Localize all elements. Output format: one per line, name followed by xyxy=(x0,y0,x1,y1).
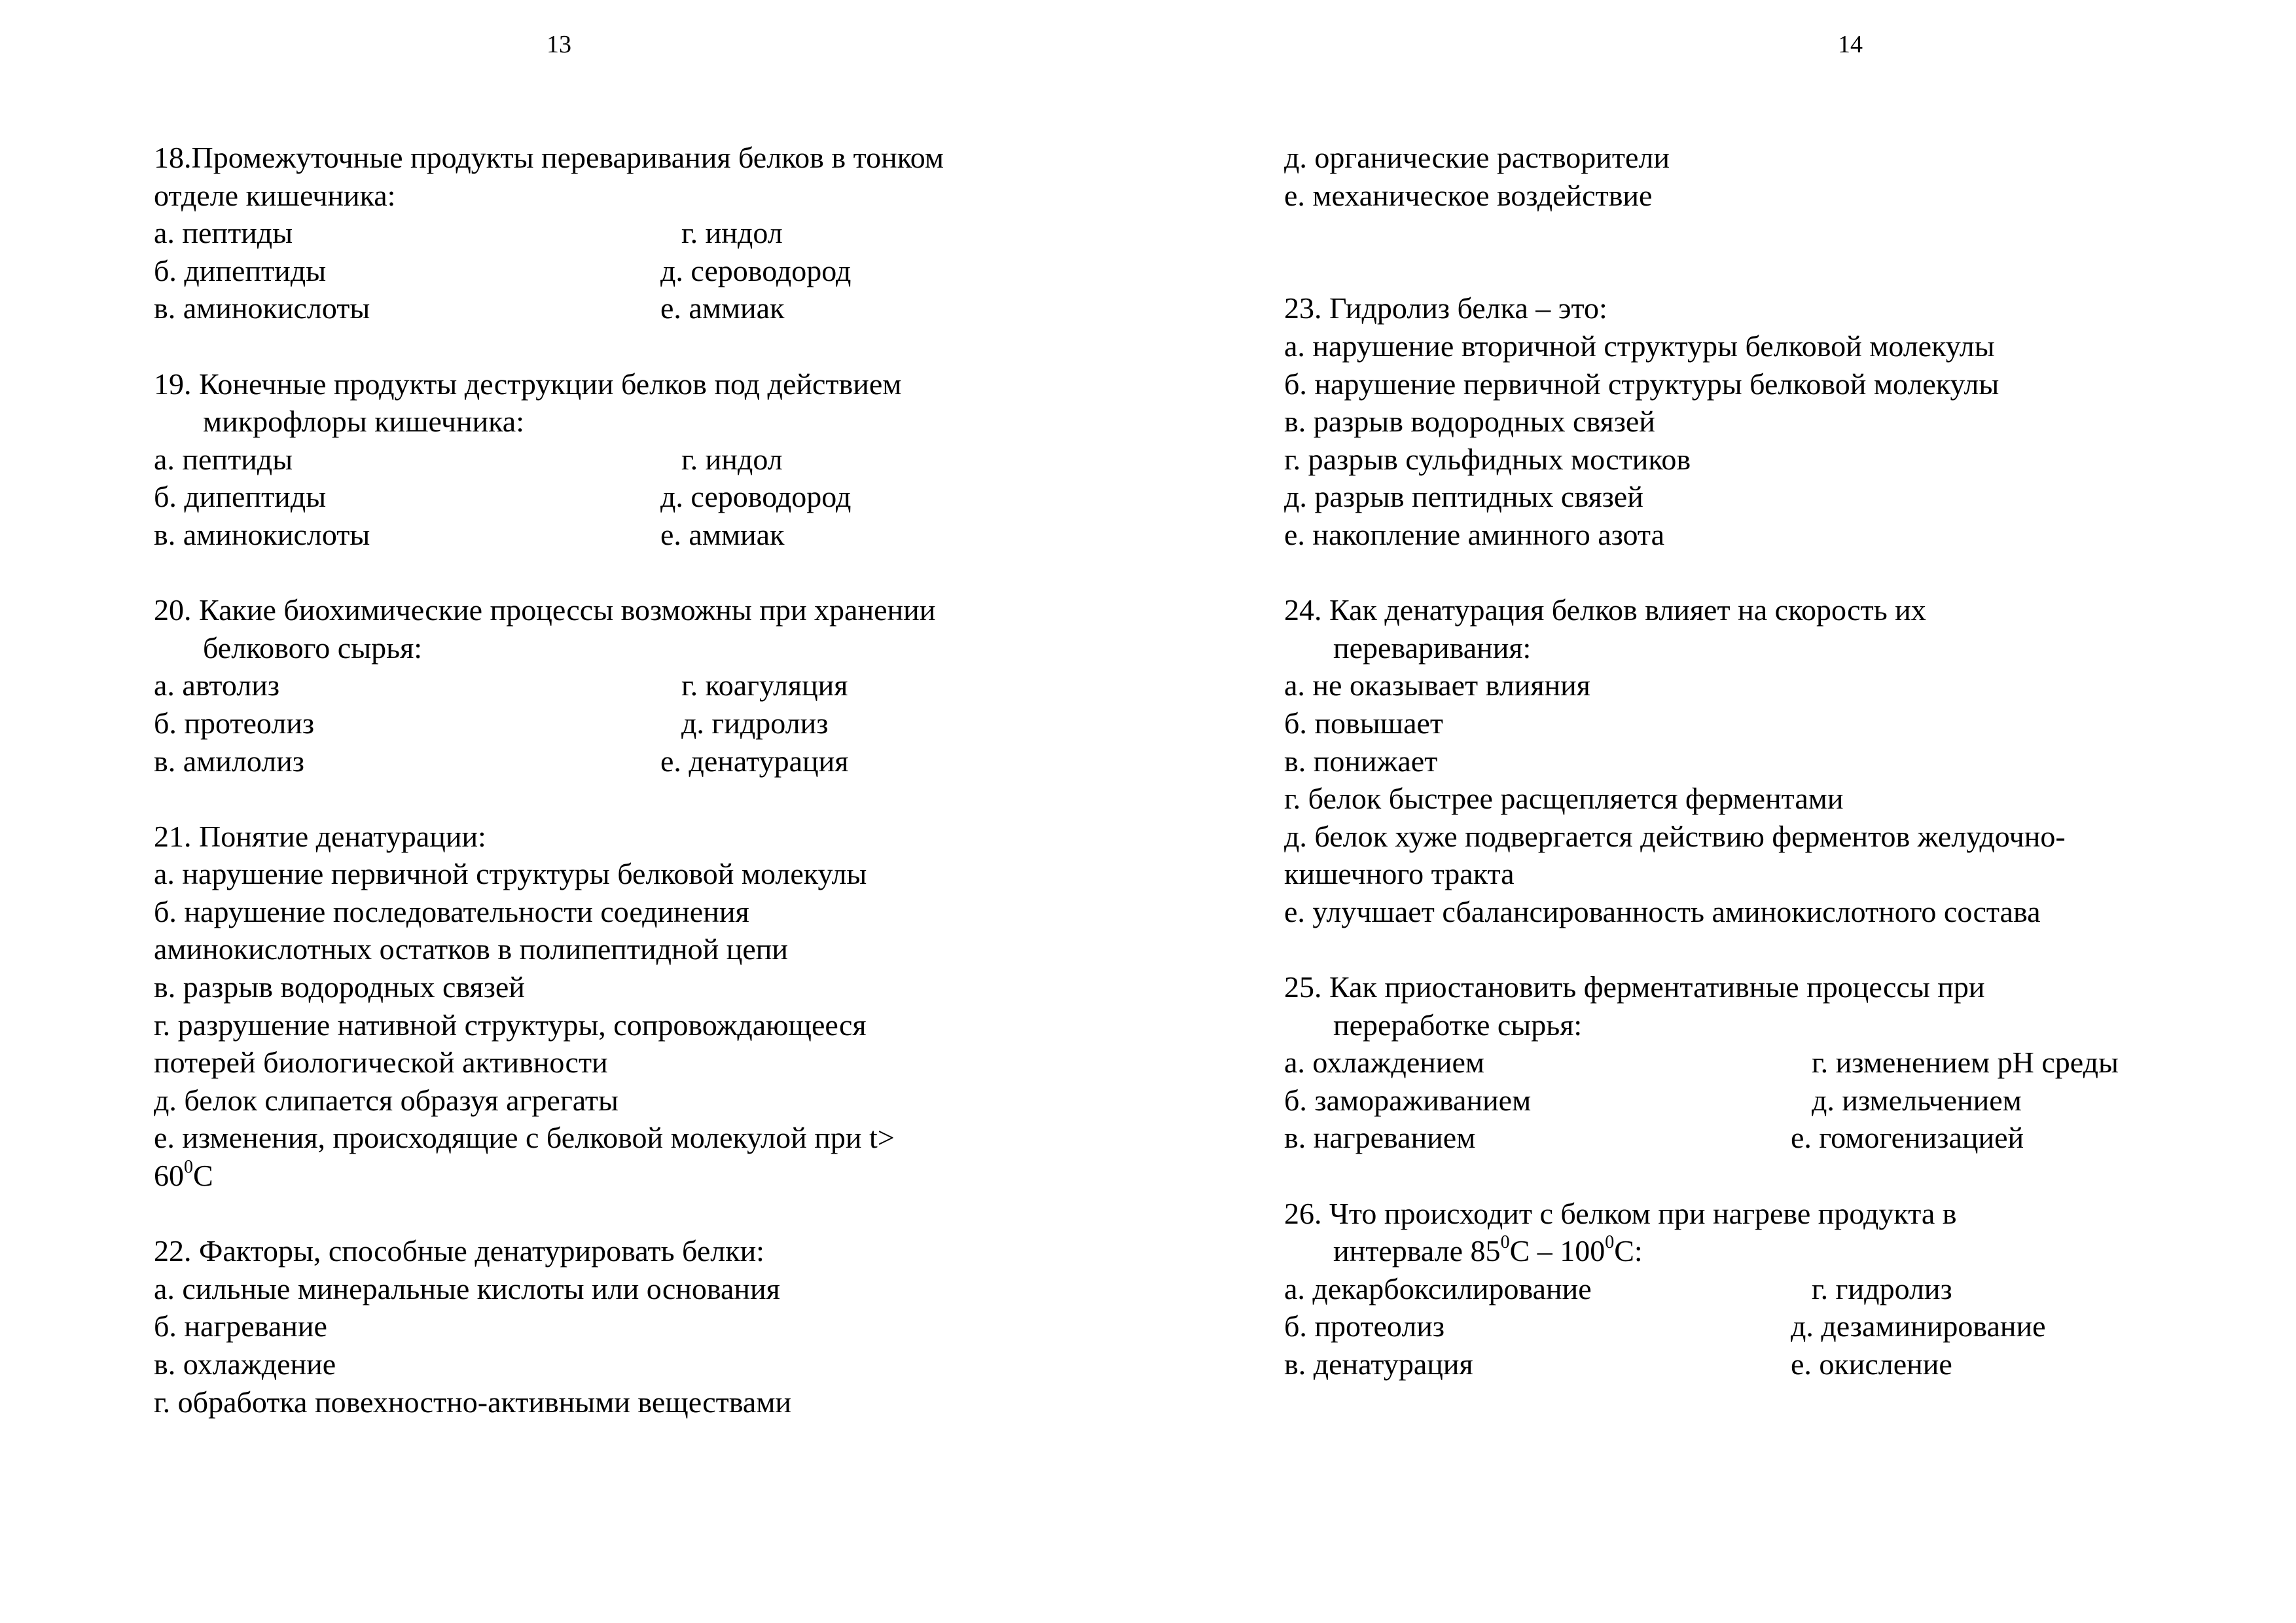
answer-option: б. дипептиды xyxy=(154,480,327,514)
answer-line: а. нарушение вторичной структуры белковой молекулы xyxy=(1284,329,1995,363)
answer-option: б. протеолиз xyxy=(1284,1309,1445,1343)
answer-line: е. механическое воздействие xyxy=(1284,178,1653,212)
question-20 xyxy=(154,591,1103,780)
answer-line: б. нарушение первичной структуры белковой молекулы xyxy=(1284,367,2000,401)
question-18 xyxy=(154,139,1103,327)
question-title-cont: переработке сырья: xyxy=(1333,1008,1583,1042)
question-21 xyxy=(154,818,1103,1195)
answer-option: г. индол xyxy=(681,442,783,476)
answer-line: д. белок слипается образуя агрегаты xyxy=(154,1083,619,1117)
answer-option: а. декарбоксилирование xyxy=(1284,1271,1592,1305)
question-title: 25. Как приостановить ферментативные процессы при xyxy=(1284,970,1985,1004)
question-title: 19. Конечные продукты деструкции белков под действием xyxy=(154,367,902,401)
answer-option: б. дипептиды xyxy=(154,253,327,287)
degree-sup: 0 xyxy=(1605,1232,1615,1253)
answer-row xyxy=(154,516,1103,554)
answer-line: а. нарушение первичной структуры белковой молекулы xyxy=(154,857,867,891)
question-22-continued xyxy=(1284,139,2253,214)
answer-option: г. изменением рН среды xyxy=(1812,1046,2119,1080)
answer-row xyxy=(154,441,1103,479)
answer-line: б. нагревание xyxy=(154,1309,327,1343)
answer-row xyxy=(154,214,1103,252)
right-page xyxy=(1148,0,2296,1623)
answer-option: в. нагреванием xyxy=(1284,1121,1476,1155)
question-23 xyxy=(1284,289,2253,553)
answer-line: в. понижает xyxy=(1284,744,1438,778)
question-title-cont: микрофлоры кишечника: xyxy=(203,405,524,439)
answer-option: в. амилолиз xyxy=(154,744,304,778)
answer-row xyxy=(1284,1082,2253,1120)
answer-line: б. нарушение последовательности соединения xyxy=(154,894,749,928)
answer-line: а. сильные минеральные кислоты или основания xyxy=(154,1271,780,1305)
answer-option: д. сероводород xyxy=(660,253,852,287)
answer-line: е. накопление аминного азота xyxy=(1284,517,1664,551)
answer-line: е. изменения, происходящие с белковой молекулой при t> xyxy=(154,1121,895,1155)
answer-row xyxy=(154,704,1103,742)
left-column xyxy=(154,139,1103,1421)
page-number: 14 xyxy=(1838,31,1863,58)
answer-option: е. аммиак xyxy=(660,517,785,551)
answer-line: в. охлаждение xyxy=(154,1347,336,1381)
answer-line: д. белок хуже подвергается действию ферментов желудочно- xyxy=(1284,819,2066,853)
answer-option: г. гидролиз xyxy=(1812,1271,1952,1305)
question-title-cont: белкового сырья: xyxy=(203,630,423,665)
right-column xyxy=(1284,139,2253,1383)
answer-line: г. разрушение нативной структуры, сопровождающееся xyxy=(154,1008,867,1042)
answer-line: г. разрыв сульфидных мостиков xyxy=(1284,442,1691,476)
answer-line: г. обработка повехностно-активными веществами xyxy=(154,1385,792,1419)
question-title: 21. Понятие денатурации: xyxy=(154,819,486,853)
answer-line: д. органические растворители xyxy=(1284,141,1670,174)
answer-line: б. повышает xyxy=(1284,706,1444,740)
answer-line: е. улучшает сбалансированность аминокислотного состава xyxy=(1284,894,2041,928)
question-25 xyxy=(1284,968,2253,1157)
answer-option: а. автолиз xyxy=(154,668,280,702)
answer-line: д. разрыв пептидных связей xyxy=(1284,480,1643,514)
answer-option: д. измельчением xyxy=(1812,1083,2022,1117)
answer-row xyxy=(154,478,1103,516)
question-title: 23. Гидролиз белка – это: xyxy=(1284,291,1607,325)
answer-option: д. сероводород xyxy=(660,480,852,514)
question-title-cont: интервале $85^0С - 100^0С$: xyxy=(1333,1232,1643,1268)
answer-option: б. замораживанием xyxy=(1284,1083,1532,1117)
answer-row xyxy=(154,666,1103,704)
question-22 xyxy=(154,1232,1103,1421)
question-title: 18.Промежуточные продукты переваривания белков в тонком xyxy=(154,141,944,174)
answer-row xyxy=(154,252,1103,290)
answer-row xyxy=(1284,1270,2253,1308)
answer-row xyxy=(154,742,1103,780)
answer-option: а. пептиды xyxy=(154,216,293,250)
answer-line: а. не оказывает влияния xyxy=(1284,668,1590,702)
question-26 xyxy=(1284,1195,2253,1383)
question-title-cont: отделе кишечника: xyxy=(154,178,396,212)
answer-option: е. аммиак xyxy=(660,291,785,325)
question-title: 20. Какие биохимические процессы возможны при хранении xyxy=(154,593,936,627)
question-title: 24. Как денатурация белков влияет на скорость их xyxy=(1284,593,1926,627)
page-number: 13 xyxy=(547,31,571,58)
answer-option: а. пептиды xyxy=(154,442,293,476)
answer-line: аминокислотных остатков в полипептидной цепи xyxy=(154,932,788,966)
answer-option: д. дезаминирование xyxy=(1791,1309,2046,1343)
answer-row xyxy=(1284,1307,2253,1345)
degree-sup: 0 xyxy=(1500,1232,1510,1253)
answer-row xyxy=(154,289,1103,327)
answer-option: е. денатурация xyxy=(660,744,849,778)
degree-sup: 0 xyxy=(184,1157,193,1178)
temperature-value: $60^0С$ xyxy=(154,1157,213,1193)
answer-option: е. гомогенизацией xyxy=(1791,1121,2024,1155)
answer-option: а. охлаждением xyxy=(1284,1046,1485,1080)
answer-line: потерей биологической активности xyxy=(154,1046,608,1080)
question-19 xyxy=(154,365,1103,554)
answer-row xyxy=(1284,1119,2253,1157)
answer-option: г. коагуляция xyxy=(681,668,848,702)
question-24 xyxy=(1284,591,2253,930)
answer-option: в. аминокислоты xyxy=(154,517,370,551)
answer-line: кишечного тракта xyxy=(1284,857,1515,891)
answer-option: в. аминокислоты xyxy=(154,291,370,325)
answer-line: в. разрыв водородных связей xyxy=(1284,405,1655,439)
answer-option: в. денатурация xyxy=(1284,1347,1473,1381)
question-title-cont: переваривания: xyxy=(1333,630,1532,665)
answer-option: г. индол xyxy=(681,216,783,250)
question-title: 26. Что происходит с белком при нагреве продукта в xyxy=(1284,1196,1957,1230)
answer-option: д. гидролиз xyxy=(681,706,829,740)
answer-line: г. белок быстрее расщепляется ферментами xyxy=(1284,782,1844,816)
answer-row xyxy=(1284,1044,2253,1082)
answer-row xyxy=(1284,1345,2253,1383)
answer-option: е. окисление xyxy=(1791,1347,1952,1381)
question-title: 22. Факторы, способные денатурировать белки: xyxy=(154,1234,764,1268)
answer-option: б. протеолиз xyxy=(154,706,315,740)
answer-line: в. разрыв водородных связей xyxy=(154,970,525,1004)
